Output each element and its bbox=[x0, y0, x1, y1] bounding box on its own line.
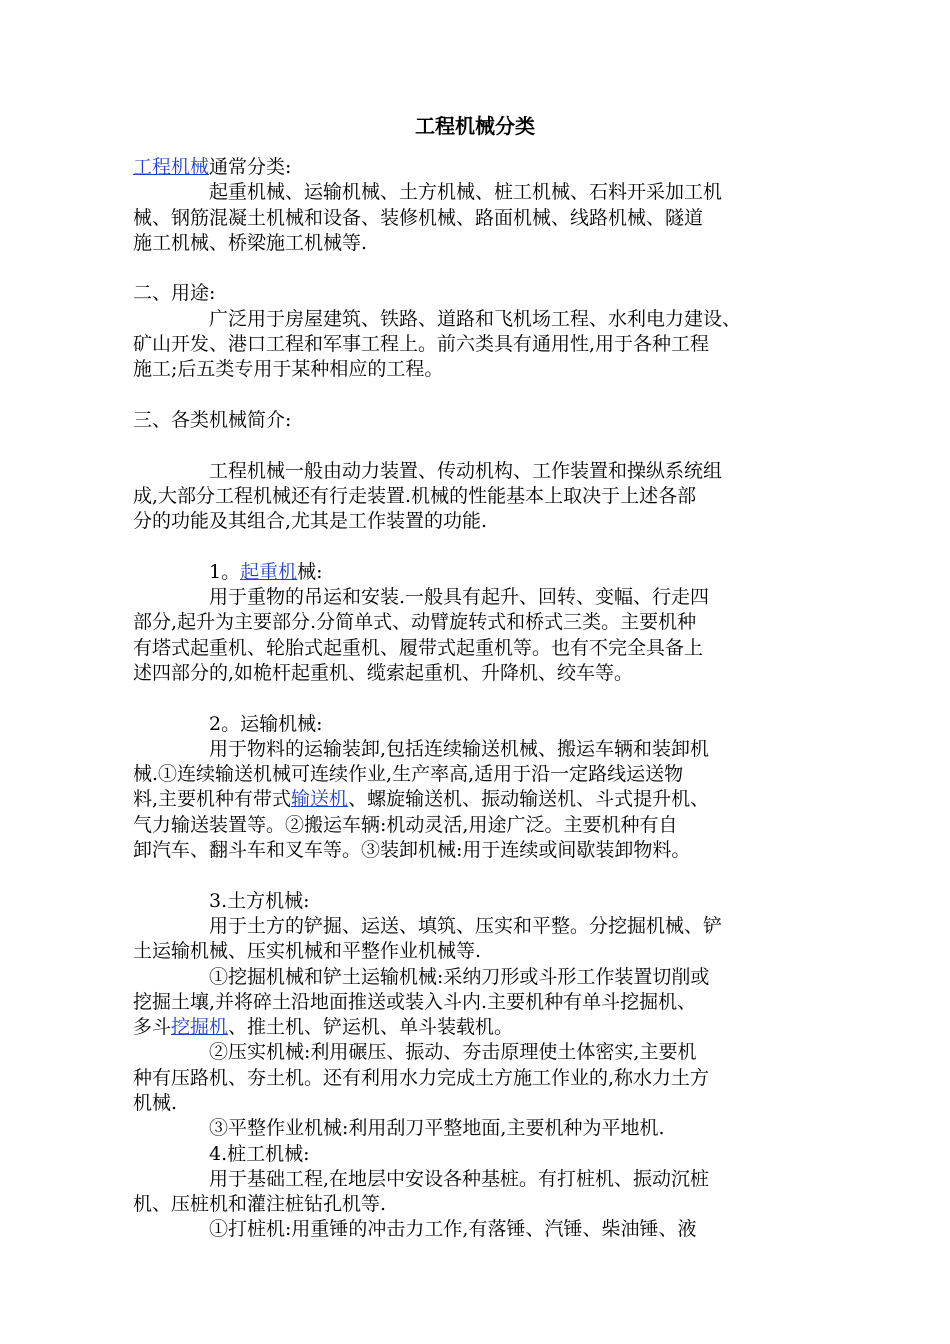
link-excavator[interactable]: 挖掘机 bbox=[171, 1016, 229, 1039]
paragraph-line: ①打桩机:用重锤的冲击力工作,有落锤、汽锤、柴油锤、液 bbox=[209, 1218, 697, 1241]
paragraph-line: 多斗挖掘机、推土机、铲运机、单斗装载机。 bbox=[133, 1016, 514, 1039]
section-heading-earthwork: 3.土方机械: bbox=[209, 889, 310, 912]
paragraph-line: 用于重物的吊运和安装.一般具有起升、回转、变幅、行走四 bbox=[209, 586, 710, 609]
paragraph-line: 成,大部分工程机械还有行走装置.机械的性能基本上取决于上述各部 bbox=[133, 484, 697, 507]
paragraph-line: ②压实机械:利用碾压、振动、夯击原理使土体密实,主要机 bbox=[209, 1041, 697, 1064]
paragraph-line: 用于基础工程,在地层中安设各种基桩。有打桩机、振动沉桩 bbox=[209, 1167, 710, 1190]
intro-heading: 工程机械通常分类: bbox=[133, 156, 292, 178]
spacer bbox=[133, 383, 823, 408]
spacer bbox=[133, 534, 823, 559]
paragraph-line: 工程机械一般由动力装置、传动机构、工作装置和操纵系统组 bbox=[209, 459, 723, 482]
paragraph-line: 起重机械、运输机械、土方机械、桩工机械、石料开采加工机 bbox=[209, 181, 723, 204]
section-heading-usage: 二、用途: bbox=[133, 282, 216, 305]
spacer bbox=[133, 686, 823, 711]
paragraph-line: 种有压路机、夯土机。还有利用水力完成土方施工作业的,称水力土方 bbox=[133, 1066, 710, 1089]
paragraph-line: ③平整作业机械:利用刮刀平整地面,主要机种为平地机. bbox=[209, 1117, 665, 1140]
paragraph-line: 机械. bbox=[133, 1091, 178, 1114]
paragraph-line: 广泛用于房屋建筑、铁路、道路和飞机场工程、水利电力建设、 bbox=[209, 307, 742, 330]
spacer bbox=[133, 256, 823, 281]
paragraph-line: 部分,起升为主要部分.分简单式、动臂旋转式和桥式三类。主要机种 bbox=[133, 611, 697, 634]
paragraph-line: 土运输机械、压实机械和平整作业机械等. bbox=[133, 940, 482, 963]
section-heading-crane: 1。起重机械: bbox=[209, 560, 323, 583]
paragraph-line: 用于物料的运输装卸,包括连续输送机械、搬运车辆和装卸机 bbox=[209, 737, 710, 760]
paragraph-line: 分的功能及其组合,尤其是工作装置的功能. bbox=[133, 510, 488, 533]
page-title: 工程机械分类 bbox=[415, 114, 535, 138]
paragraph-line: 气力输送装置等。②搬运车辆:机动灵活,用途广泛。主要机种有自 bbox=[133, 813, 678, 836]
spacer bbox=[133, 433, 823, 458]
document-body bbox=[133, 155, 823, 1243]
paragraph-line: 挖掘土壤,并将碎土沿地面推送或装入斗内.主要机种有单斗挖掘机、 bbox=[133, 990, 697, 1013]
paragraph-line: ①挖掘机械和铲土运输机械:采纳刀形或斗形工作装置切削或 bbox=[209, 965, 710, 988]
paragraph-line: 施工机械、桥梁施工机械等. bbox=[133, 231, 368, 254]
paragraph-line: 机、压桩机和灌注桩钻孔机等. bbox=[133, 1193, 387, 1216]
section-heading-piling: 4.桩工机械: bbox=[209, 1142, 310, 1165]
link-crane[interactable]: 起重机 bbox=[240, 560, 298, 583]
paragraph-line: 施工;后五类专用于某种相应的工程。 bbox=[133, 358, 444, 381]
paragraph-line: 卸汽车、翻斗车和叉车等。③装卸机械:用于连续或间歇装卸物料。 bbox=[133, 839, 691, 862]
link-conveyor[interactable]: 输送机 bbox=[291, 788, 349, 811]
paragraph-line: 械.①连续输送机械可连续作业,生产率高,适用于沿一定路线运送物 bbox=[133, 763, 684, 786]
spacer bbox=[133, 863, 823, 888]
section-heading-overview: 三、各类机械简介: bbox=[133, 408, 292, 431]
paragraph-line: 有塔式起重机、轮胎式起重机、履带式起重机等。也有不完全具备上 bbox=[133, 636, 704, 659]
section-heading-transport: 2。运输机械: bbox=[209, 712, 323, 735]
paragraph-line: 述四部分的,如桅杆起重机、缆索起重机、升降机、绞车等。 bbox=[133, 661, 634, 684]
paragraph-line: 矿山开发、港口工程和军事工程上。前六类具有通用性,用于各种工程 bbox=[133, 333, 710, 356]
paragraph-line: 械、钢筋混凝土机械和设备、装修机械、路面机械、线路机械、隧道 bbox=[133, 206, 704, 229]
link-engineering-machinery[interactable]: 工程机械 bbox=[133, 156, 210, 178]
paragraph-line: 料,主要机种有带式输送机、螺旋输送机、振动输送机、斗式提升机、 bbox=[133, 788, 710, 811]
paragraph-line: 用于土方的铲掘、运送、填筑、压实和平整。分挖掘机械、铲 bbox=[209, 914, 723, 937]
